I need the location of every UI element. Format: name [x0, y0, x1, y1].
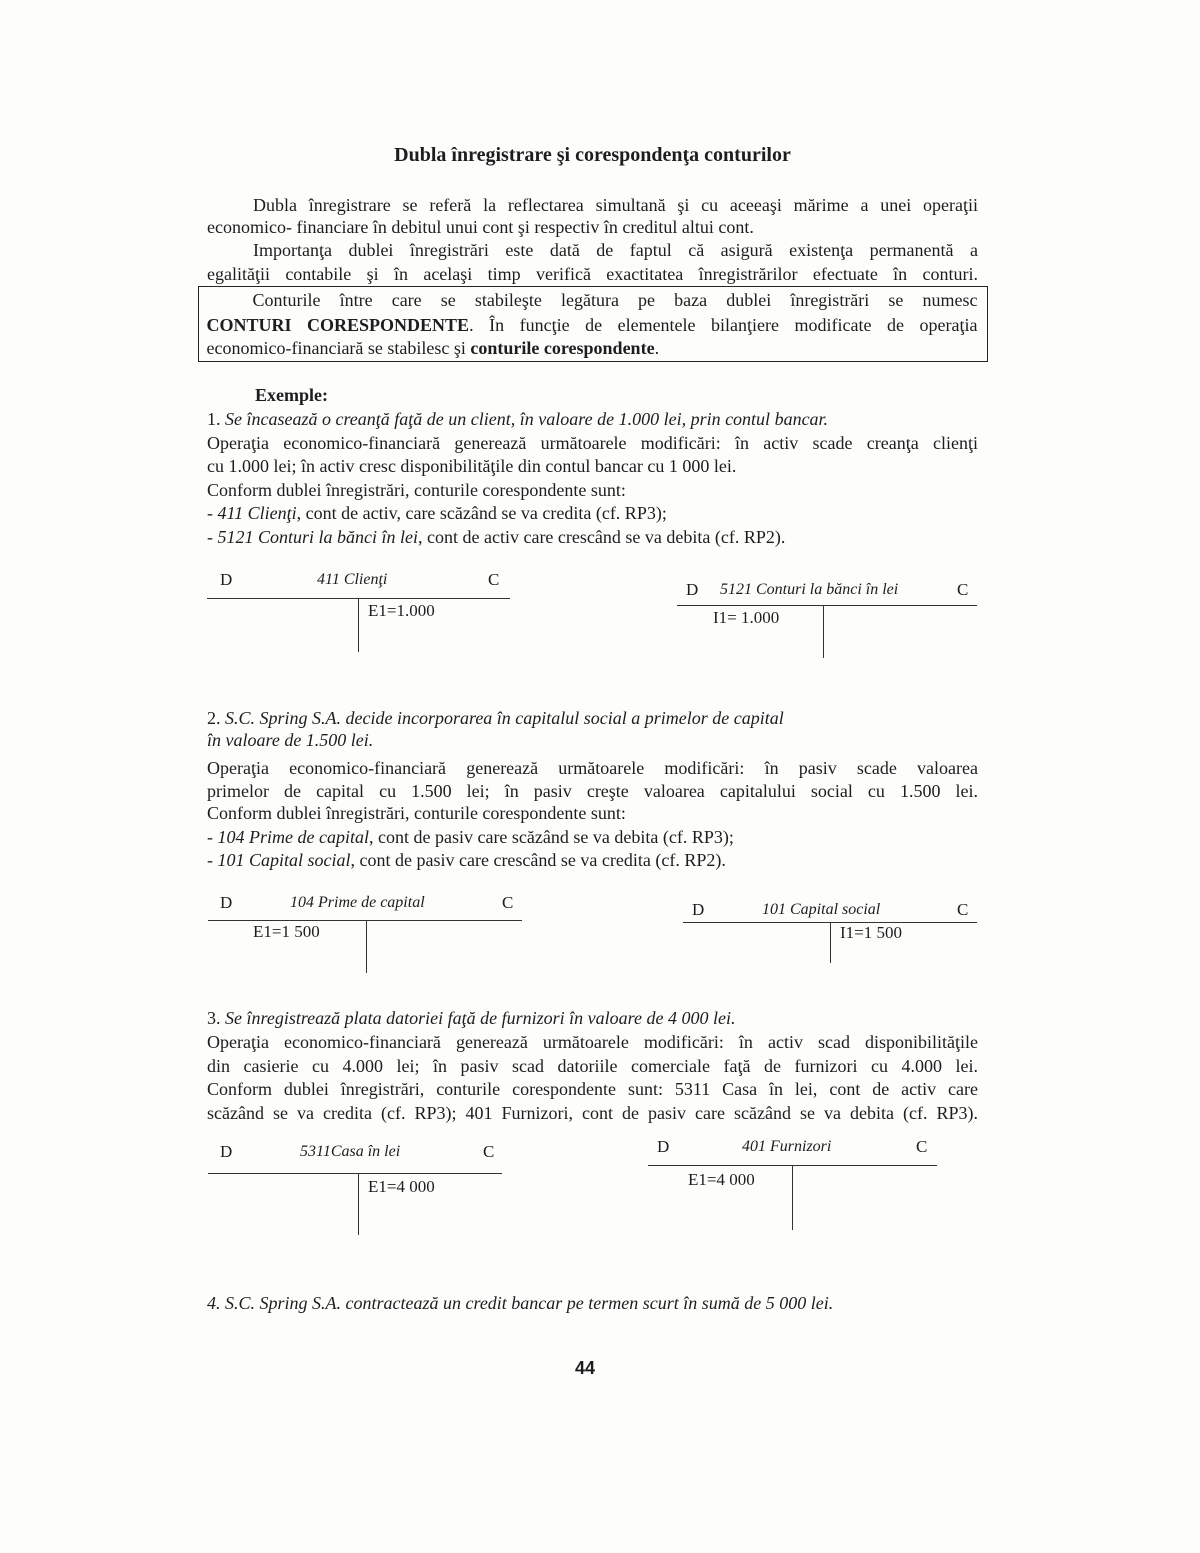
t-account-name: 411 Clienţi	[317, 571, 388, 588]
example-statement	[207, 408, 978, 430]
corresponding-account-item	[207, 502, 978, 524]
definition-text: . În funcţie de elementele bilanţiere modificate de operaţia	[469, 314, 978, 335]
debit-entry: E1=1 500	[253, 922, 320, 941]
paragraph-line: Importanţa dublei înregistrări este dată de faptul că asigură existenţa permanentă a	[253, 240, 978, 260]
credit-label: C	[916, 1137, 928, 1156]
t-account	[207, 570, 510, 654]
credit-label: C	[483, 1142, 495, 1161]
example-number: 3.	[207, 1008, 221, 1028]
definition-line	[207, 314, 978, 336]
t-account-vertical-rule	[823, 605, 824, 658]
account-name: 104 Prime de capital	[217, 827, 369, 847]
example-description-line: cu 1.000 lei; în activ cresc disponibilităţile din contul bancar cu 1 000 lei.	[207, 456, 737, 476]
t-account-vertical-rule	[366, 920, 367, 973]
t-account-name: 5311Casa în lei	[300, 1143, 401, 1160]
account-name: 411 Clienţi	[217, 503, 297, 523]
t-account	[677, 580, 977, 660]
example-number: 4.	[207, 1293, 221, 1313]
credit-label: C	[488, 570, 500, 589]
example-conform-line: scăzând se va credita (cf. RP3); 401 Furnizori, cont de pasiv care scăzând se va debita (cf. RP3).	[207, 1103, 978, 1123]
t-account-horizontal-rule	[677, 605, 977, 606]
example-description-line: din casierie cu 4.000 lei; în pasiv scad datoriile comerciale faţă de furnizori cu 4.000 lei.	[207, 1056, 978, 1076]
definition-line: Conturile între care se stabileşte legătura pe baza dublei înregistrări se numesc	[252, 289, 978, 310]
t-account-name: 104 Prime de capital	[290, 894, 425, 911]
example-statement-text: în valoare de 1.500 lei.	[207, 730, 374, 750]
t-account	[683, 900, 977, 965]
t-account-vertical-rule	[358, 1173, 359, 1235]
example-conform-line: Conform dublei înregistrări, conturile corespondente sunt:	[207, 803, 626, 823]
example-statement-text: S.C. Spring S.A. decide incorporarea în capitalul social a primelor de capital	[225, 708, 784, 728]
example-description-line: Operaţia economico-financiară generează următoarele modificări: în activ scade creanţa clienţi	[207, 433, 978, 453]
example-description-line: Operaţia economico-financiară generează următoarele modificări: în pasiv scade valoarea	[207, 758, 978, 778]
credit-entry: I1=1 500	[840, 923, 902, 942]
t-account	[208, 893, 522, 975]
example-statement-text: S.C. Spring S.A. contractează un credit bancar pe termen scurt în sumă de 5 000 lei.	[225, 1293, 834, 1313]
debit-label: D	[220, 570, 233, 589]
t-account-vertical-rule	[792, 1165, 793, 1230]
t-account-horizontal-rule	[208, 1173, 502, 1174]
definition-term: conturile corespondente	[470, 337, 655, 358]
credit-label: C	[957, 580, 969, 599]
definition-term: CONTURI CORESPONDENTE	[206, 314, 470, 335]
account-explanation: , cont de activ, care scăzând se va credita (cf. RP3);	[296, 503, 667, 523]
t-account-name: 5121 Conturi la bănci în lei	[720, 581, 899, 598]
credit-entry: E1=1.000	[368, 601, 435, 620]
credit-entry: E1=4 000	[368, 1177, 435, 1196]
examples-heading: Exemple:	[255, 385, 328, 405]
credit-label: C	[502, 893, 514, 912]
debit-label: D	[692, 900, 705, 919]
list-bullet: -	[207, 850, 213, 870]
list-bullet: -	[207, 503, 213, 523]
example-number: 2.	[207, 708, 221, 728]
example-statement-text: Se înregistrează plata datoriei faţă de furnizori în valoare de 4 000 lei.	[225, 1008, 736, 1028]
page-title: Dubla înregistrare şi corespondenţa conturilor	[394, 144, 791, 166]
example-description-line: primelor de capital cu 1.500 lei; în pasiv creşte valoarea capitalului social cu 1.500 lei.	[207, 781, 978, 801]
debit-entry: I1= 1.000	[713, 608, 780, 627]
corresponding-account-item	[207, 849, 978, 871]
debit-label: D	[220, 1142, 233, 1161]
definition-text: .	[654, 337, 660, 358]
paragraph-line: egalităţii contabile şi în acelaşi timp verifică exactitatea înregistrărilor efectuate în conturi.	[207, 264, 978, 284]
definition-box	[198, 286, 988, 362]
corresponding-account-item	[207, 526, 978, 548]
debit-label: D	[220, 893, 233, 912]
example-description-line: Operaţia economico-financiară generează următoarele modificări: în activ scad disponibilităţile	[207, 1032, 978, 1052]
t-account-horizontal-rule	[208, 920, 522, 921]
definition-line	[207, 337, 978, 359]
list-bullet: -	[207, 527, 213, 547]
account-explanation: , cont de pasiv care scăzând se va debita (cf. RP3);	[368, 827, 734, 847]
t-account	[648, 1137, 937, 1232]
list-bullet: -	[207, 827, 213, 847]
t-account-vertical-rule	[358, 598, 359, 652]
debit-entry: E1=4 000	[688, 1170, 755, 1189]
paragraph-line: economico- financiare în debitul unui cont şi respectiv în creditul altui cont.	[207, 217, 754, 237]
example-statement	[207, 707, 978, 729]
debit-label: D	[686, 580, 699, 599]
example-conform-line: Conform dublei înregistrări, conturile corespondente sunt:	[207, 480, 626, 500]
account-explanation: , cont de pasiv care crescând se va credita (cf. RP2).	[350, 850, 726, 870]
t-account-name: 401 Furnizori	[742, 1138, 832, 1155]
debit-label: D	[657, 1137, 670, 1156]
account-explanation: , cont de activ care crescând se va debita (cf. RP2).	[418, 527, 786, 547]
example-statement	[207, 1292, 978, 1314]
example-number: 1.	[207, 409, 221, 429]
account-name: 5121 Conturi la bănci în lei	[217, 527, 418, 547]
page-number: 44	[574, 1358, 596, 1378]
t-account	[208, 1142, 502, 1237]
example-statement	[207, 1007, 978, 1029]
paragraph-line: Dubla înregistrare se referă la reflectarea simultană şi cu aceeaşi mărime a unei operaţii	[253, 195, 978, 215]
account-name: 101 Capital social	[217, 850, 351, 870]
definition-text: economico-financiară se stabilesc şi	[206, 337, 471, 358]
t-account-name: 101 Capital social	[762, 901, 881, 918]
t-account-vertical-rule	[830, 922, 831, 963]
example-statement-text: Se încasează o creanţă faţă de un client, în valoare de 1.000 lei, prin contul bancar.	[225, 409, 829, 429]
example-conform-line: Conform dublei înregistrări, conturile corespondente sunt: 5311 Casa în lei, cont de activ care	[207, 1079, 978, 1099]
credit-label: C	[957, 900, 969, 919]
corresponding-account-item	[207, 826, 978, 848]
